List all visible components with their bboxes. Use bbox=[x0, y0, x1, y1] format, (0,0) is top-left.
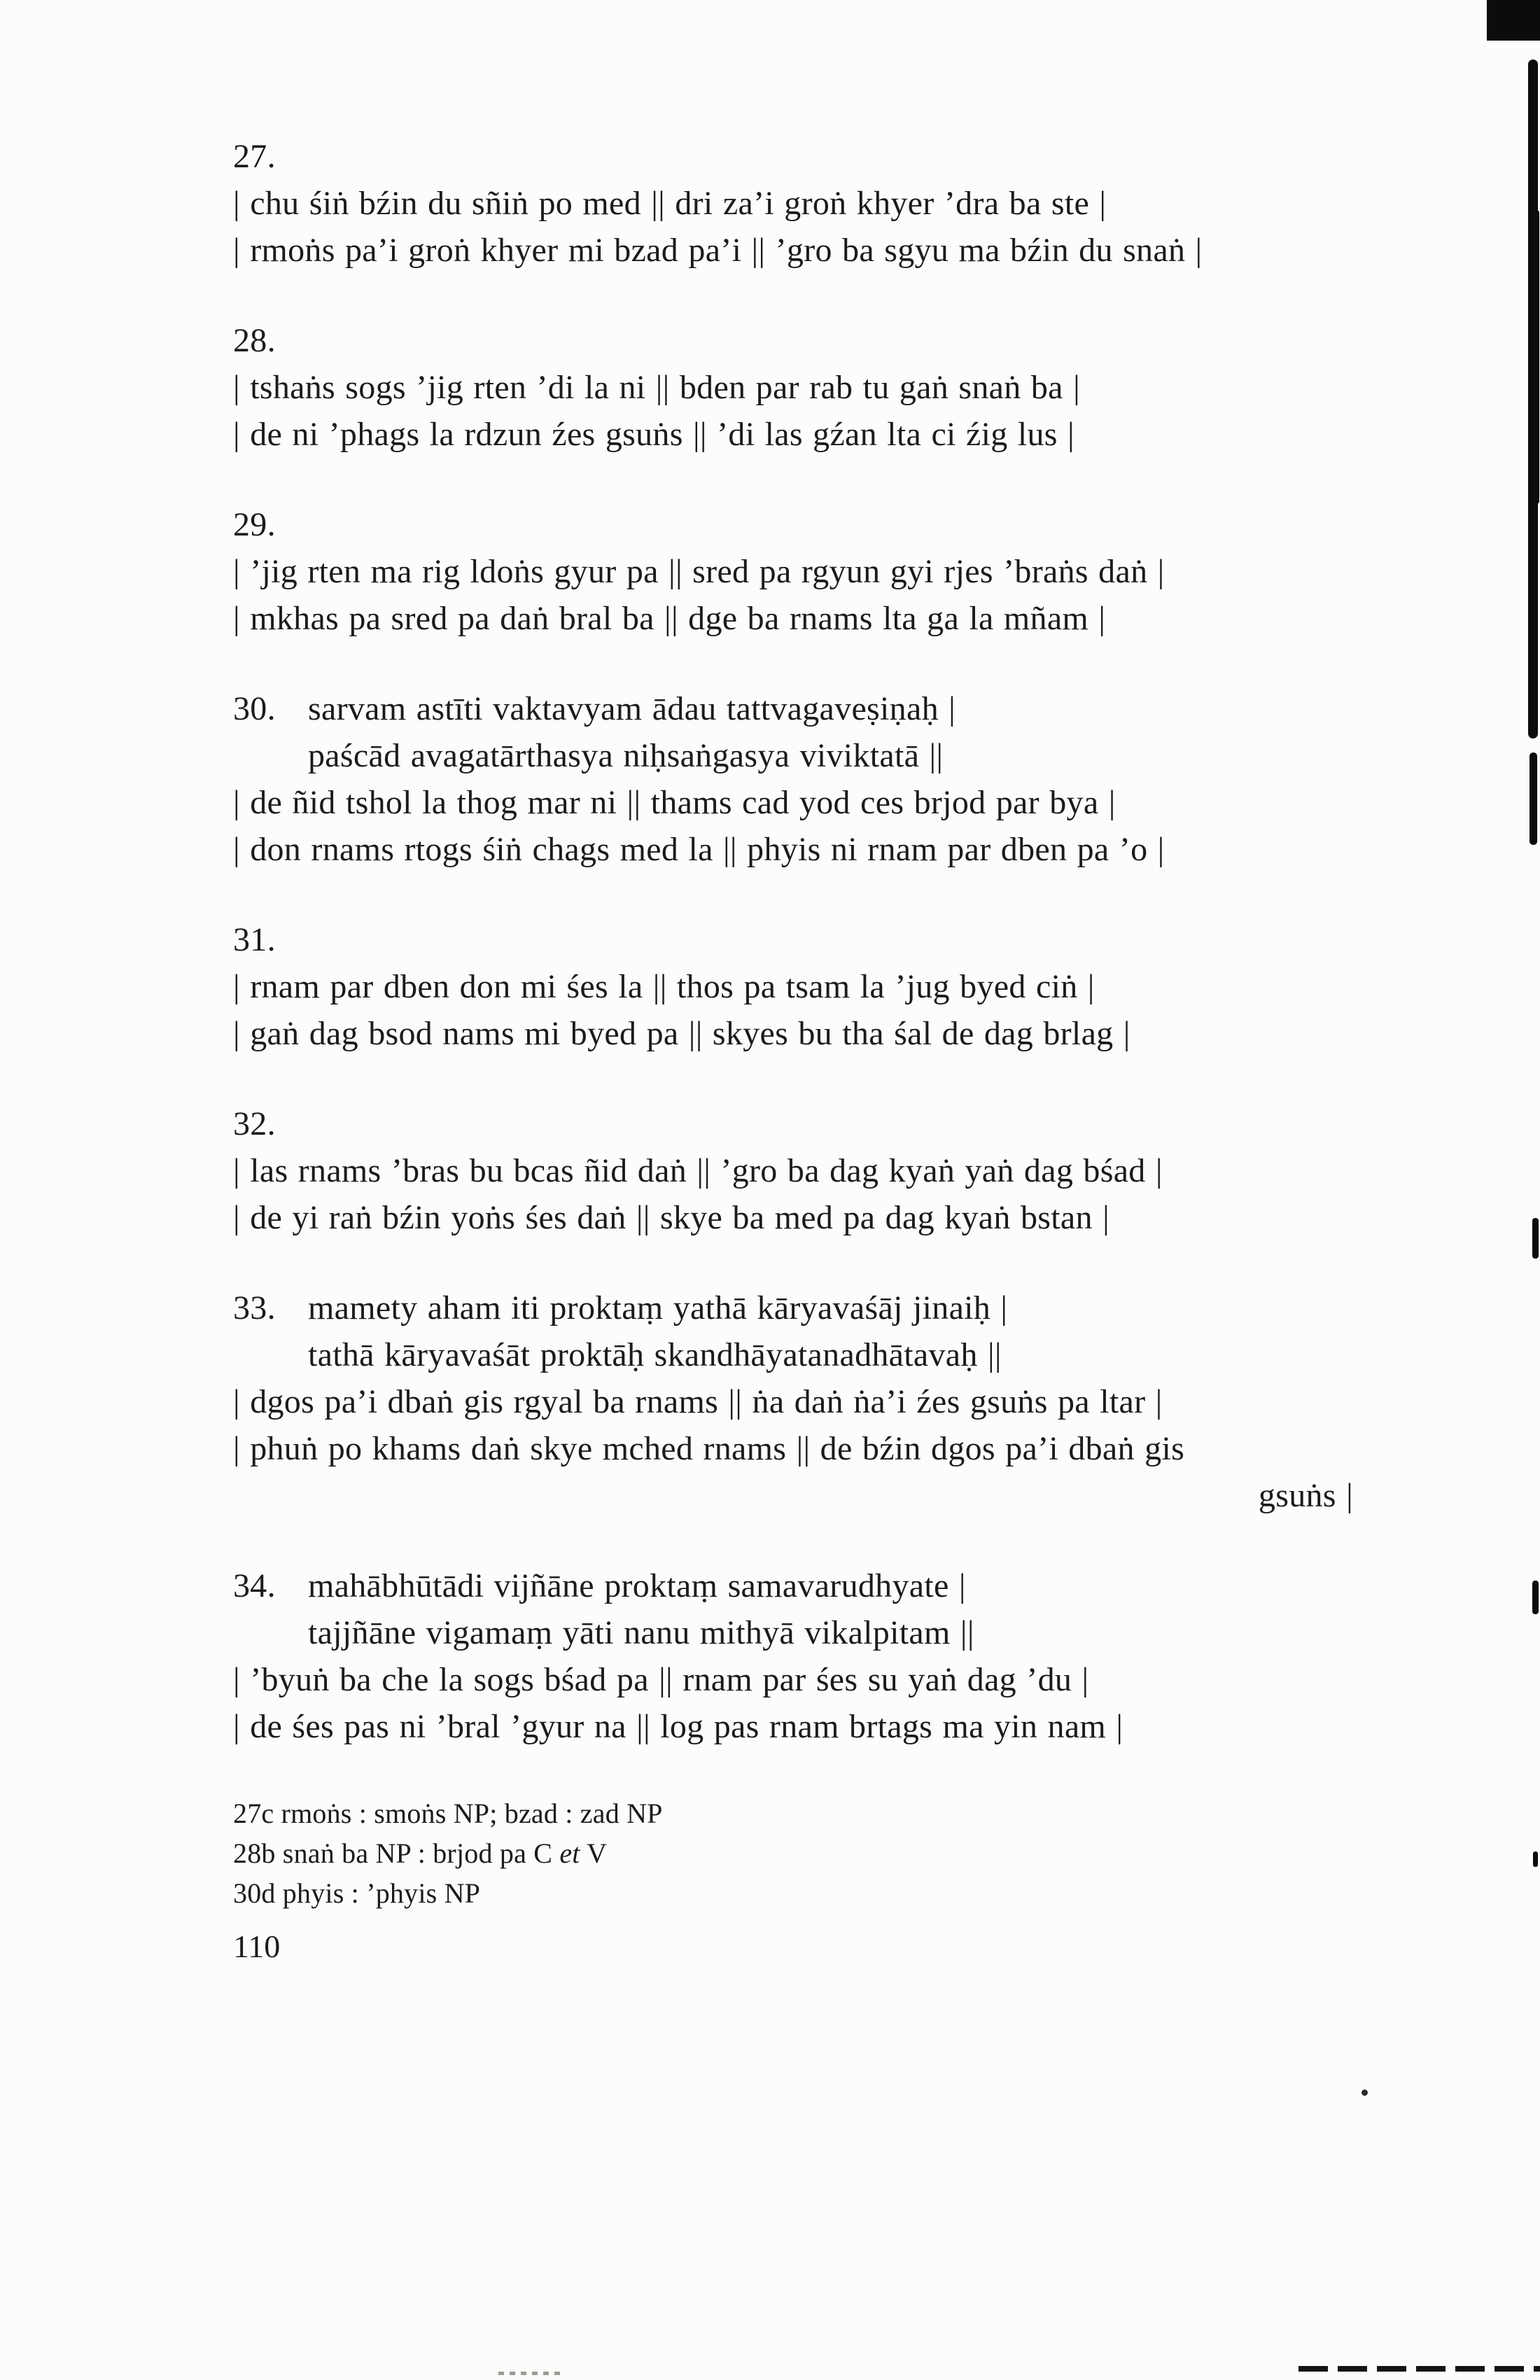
verse-line: | las rnams ’bras bu bcas ñid daṅ || ’gro ba dag kyaṅ yaṅ dag bśad | bbox=[233, 1152, 1163, 1189]
verse-number: 32. bbox=[233, 1105, 276, 1142]
verse-number: 28. bbox=[233, 322, 276, 359]
scan-artifact-streak bbox=[1533, 1851, 1538, 1867]
verse-line: | chu śiṅ bźin du sñiṅ po med || dri za’i groṅ khyer ’dra ba ste | bbox=[233, 185, 1107, 222]
page-number: 110 bbox=[233, 1928, 281, 1964]
verse-line: | de yi raṅ bźin yoṅs śes daṅ || skye ba med pa dag kyaṅ bstan | bbox=[233, 1199, 1110, 1236]
verse-line-continuation: gsuṅs | bbox=[1258, 1477, 1353, 1514]
sanskrit-text: mahābhūtādi vijñāne proktaṃ samavarudhyate | bbox=[308, 1567, 966, 1604]
verse-number: 31. bbox=[233, 921, 276, 958]
verse-line: | de ni ’phags la rdzun źes gsuṅs || ’di las gźan lta ci źig lus | bbox=[233, 416, 1074, 453]
footnote: 27c rmoṅs : smoṅs NP; bzad : zad NP bbox=[233, 1798, 663, 1829]
verse-number: 34. bbox=[233, 1567, 276, 1604]
sanskrit-text: mamety aham iti proktaṃ yathā kāryavaśāj jinaiḥ | bbox=[308, 1289, 1008, 1326]
verse-line: | phuṅ po khams daṅ skye mched rnams || de bźin dgos pa’i dbaṅ gis bbox=[233, 1430, 1185, 1467]
verse-line: | rmoṅs pa’i groṅ khyer mi bzad pa’i || ’gro ba sgyu ma bźin du snaṅ | bbox=[233, 232, 1203, 269]
verse-28 bbox=[233, 317, 1353, 458]
verse-number: 29. bbox=[233, 506, 276, 543]
footnote bbox=[233, 1833, 1353, 1873]
footnote-text: 28b snaṅ ba NP : brjod pa C bbox=[233, 1837, 560, 1869]
verse-line: | mkhas pa sred pa daṅ bral ba || dge ba rnams lta ga la mñam | bbox=[233, 600, 1106, 637]
verse-29 bbox=[233, 501, 1353, 642]
sanskrit-line: paścād avagatārthasya niḥsaṅgasya viviktatā || bbox=[308, 737, 944, 774]
scan-artifact-streak bbox=[1534, 210, 1539, 504]
critical-apparatus bbox=[233, 1793, 1353, 1913]
verse-number: 33. bbox=[233, 1289, 276, 1326]
footnote-text: V bbox=[580, 1837, 608, 1869]
scan-artifact-streak bbox=[1532, 1218, 1539, 1259]
sanskrit-line bbox=[233, 685, 1353, 732]
verse-27 bbox=[233, 133, 1353, 274]
verse-34 bbox=[233, 1562, 1353, 1750]
scan-artifact-dot bbox=[1362, 2090, 1368, 2096]
verse-33 bbox=[233, 1284, 1353, 1519]
verse-line: | gaṅ dag bsod nams mi byed pa || skyes bu tha śal de dag brlag | bbox=[233, 1015, 1130, 1052]
verse-line: | ’jig rten ma rig ldoṅs gyur pa || sred pa rgyun gyi rjes ’braṅs daṅ | bbox=[233, 553, 1165, 590]
verse-number: 27. bbox=[233, 138, 276, 175]
verse-30 bbox=[233, 685, 1353, 873]
scan-artifact-streak bbox=[1530, 752, 1537, 845]
verse-line: | don rnams rtogs śiṅ chags med la || phyis ni rnam par dben pa ’o | bbox=[233, 831, 1165, 868]
sanskrit-line: tajjñāne vigamaṃ yāti nanu mithyā vikalpitam || bbox=[308, 1614, 974, 1651]
scan-artifact-dashed-line bbox=[1298, 2366, 1540, 2372]
verse-31 bbox=[233, 916, 1353, 1057]
verse-number: 30. bbox=[233, 690, 276, 727]
verse-32 bbox=[233, 1100, 1353, 1241]
verse-line: | rnam par dben don mi śes la || thos pa tsam la ’jug byed ciṅ | bbox=[233, 968, 1095, 1005]
sanskrit-text: sarvam astīti vaktavyam ādau tattvagaveṣiṇaḥ | bbox=[308, 690, 956, 727]
scan-artifact-corner bbox=[1487, 0, 1540, 41]
sanskrit-line bbox=[233, 1284, 1353, 1331]
scan-artifact-streak bbox=[1532, 1581, 1539, 1614]
footnote-et-italic: et bbox=[559, 1837, 580, 1869]
verse-line: | tshaṅs sogs ’jig rten ’di la ni || bden par rab tu gaṅ snaṅ ba | bbox=[233, 369, 1080, 406]
text-block bbox=[233, 133, 1353, 1970]
sanskrit-line: tathā kāryavaśāt proktāḥ skandhāyatanadhātavaḥ || bbox=[308, 1336, 1002, 1373]
footnote: 30d phyis : ’phyis NP bbox=[233, 1877, 481, 1909]
scan-artifact-dotted-line bbox=[498, 2372, 566, 2375]
verse-line: | ’byuṅ ba che la sogs bśad pa || rnam par śes su yaṅ dag ’du | bbox=[233, 1661, 1089, 1698]
verse-line: | de śes pas ni ’bral ’gyur na || log pas rnam brtags ma yin nam | bbox=[233, 1708, 1124, 1745]
verse-line: | de ñid tshol la thog mar ni || thams cad yod ces brjod par bya | bbox=[233, 784, 1116, 821]
sanskrit-line bbox=[233, 1562, 1353, 1609]
verse-line: | dgos pa’i dbaṅ gis rgyal ba rnams || ṅa daṅ ṅa’i źes gsuṅs pa ltar | bbox=[233, 1383, 1163, 1420]
